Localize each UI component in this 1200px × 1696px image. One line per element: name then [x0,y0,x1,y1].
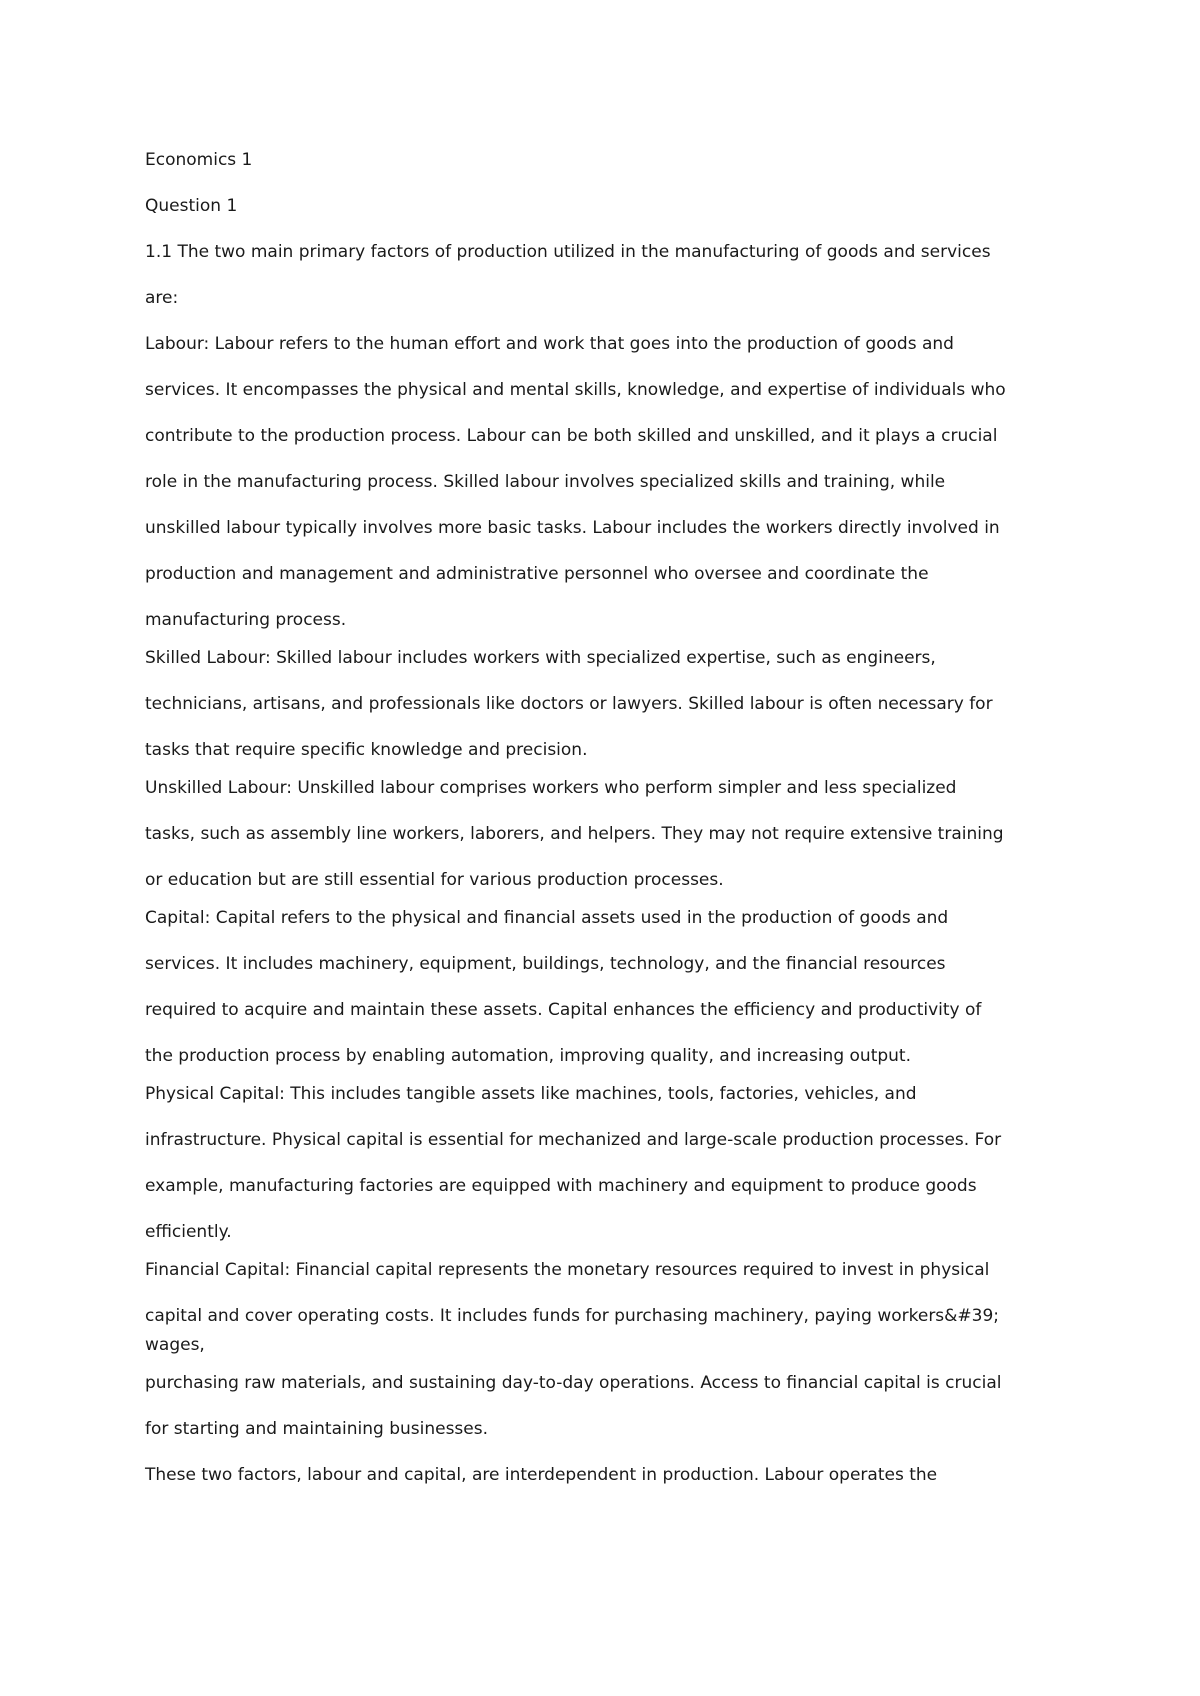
text-line: technicians, artisans, and professionals like doctors or lawyers. Skilled labour is often necessary for [145,694,993,714]
text-line: contribute to the production process. Labour can be both skilled and unskilled, and it plays a crucial [145,426,998,446]
text-line: Capital: Capital refers to the physical and financial assets used in the production of goods and [145,908,949,928]
text-line: required to acquire and maintain these assets. Capital enhances the efficiency and productivity of [145,1000,982,1020]
text-line: for starting and maintaining businesses. [145,1419,489,1439]
text-line: wages, [145,1335,205,1355]
text-line: capital and cover operating costs. It includes funds for purchasing machinery, paying workers&#39; [145,1306,1000,1326]
text-line: Unskilled Labour: Unskilled labour comprises workers who perform simpler and less specialized [145,778,957,798]
text-line: purchasing raw materials, and sustaining day-to-day operations. Access to financial capital is crucial [145,1373,1002,1393]
text-line: Financial Capital: Financial capital represents the monetary resources required to invest in physical [145,1260,990,1280]
text-line: Skilled Labour: Skilled labour includes workers with specialized expertise, such as engineers, [145,648,936,668]
text-line: manufacturing process. [145,610,347,630]
question-heading: Question 1 [145,196,238,216]
text-line: These two factors, labour and capital, are interdependent in production. Labour operates the [145,1465,938,1485]
text-line: infrastructure. Physical capital is essential for mechanized and large-scale production processes. For [145,1130,1002,1150]
text-line: 1.1 The two main primary factors of production utilized in the manufacturing of goods and services [145,242,991,262]
text-line: the production process by enabling automation, improving quality, and increasing output. [145,1046,911,1066]
document-body [145,147,1065,1508]
text-line: unskilled labour typically involves more basic tasks. Labour includes the workers directly involved in [145,518,1000,538]
text-line: are: [145,288,179,308]
text-line: or education but are still essential for various production processes. [145,870,724,890]
text-line: Labour: Labour refers to the human effort and work that goes into the production of goods and [145,334,954,354]
text-line: tasks, such as assembly line workers, laborers, and helpers. They may not require extensive training [145,824,1004,844]
text-line: production and management and administrative personnel who oversee and coordinate the [145,564,929,584]
document-title: Economics 1 [145,150,253,170]
text-line: tasks that require specific knowledge and precision. [145,740,588,760]
text-line: services. It includes machinery, equipment, buildings, technology, and the financial resources [145,954,946,974]
text-line: services. It encompasses the physical and mental skills, knowledge, and expertise of individuals who [145,380,1006,400]
text-line: efficiently. [145,1222,232,1242]
text-line: role in the manufacturing process. Skilled labour involves specialized skills and training, while [145,472,946,492]
text-line: example, manufacturing factories are equipped with machinery and equipment to produce goods [145,1176,977,1196]
text-line: Physical Capital: This includes tangible assets like machines, tools, factories, vehicles, and [145,1084,917,1104]
